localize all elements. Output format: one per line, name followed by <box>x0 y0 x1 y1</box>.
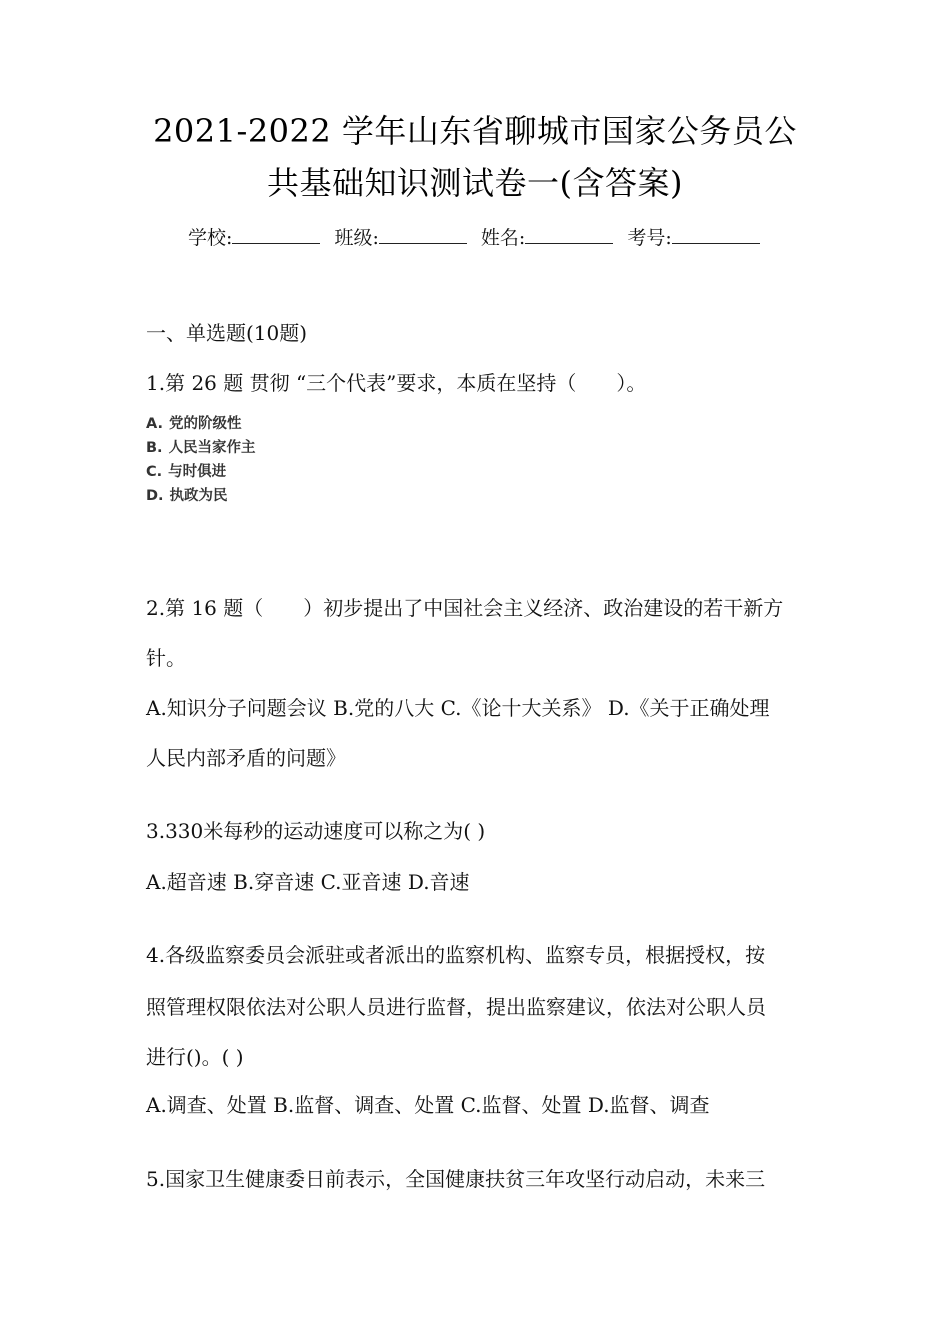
option-text: 人民当家作主 <box>168 440 256 456</box>
question-2-options-line-2: 人民内部矛盾的问题》 <box>146 746 346 770</box>
option-letter: B. <box>146 440 163 456</box>
school-blank <box>232 225 320 244</box>
question-1-option-c <box>146 461 226 483</box>
name-label: 姓名: <box>480 227 526 249</box>
section-heading: 一、单选题(10题) <box>146 321 308 345</box>
question-1-option-d <box>146 485 228 507</box>
question-1-option-b <box>146 437 256 459</box>
question-4-stem-line-2: 照管理权限依法对公职人员进行监督，提出监察建议，依法对公职人员 <box>146 995 766 1019</box>
question-3-options: A.超音速 B.穿音速 C.亚音速 D.音速 <box>146 870 470 894</box>
class-blank <box>379 225 467 244</box>
option-letter: C. <box>146 464 163 480</box>
question-1-stem: 1.第 26 题 贯彻 “三个代表”要求，本质在坚持（ ）。 <box>146 371 647 395</box>
option-text: 执政为民 <box>169 488 228 504</box>
question-4-stem-line-1: 4.各级监察委员会派驻或者派出的监察机构、监察专员，根据授权，按 <box>146 943 766 967</box>
class-label: 班级: <box>334 227 379 249</box>
question-2-options-line-1: A.知识分子问题会议 B.党的八大 C.《论十大关系》 D.《关于正确处理 <box>146 696 770 720</box>
option-letter: A. <box>146 416 163 432</box>
question-3-stem: 3.330米每秒的运动速度可以称之为( ) <box>146 819 486 843</box>
student-info-row <box>188 224 768 252</box>
question-4-options: A.调查、处置 B.监督、调查、处置 C.监督、处置 D.监督、调查 <box>146 1093 710 1117</box>
question-4-stem-line-3: 进行()。( ) <box>146 1045 244 1069</box>
document-title-line-2: 共基础知识测试卷一(含答案) <box>267 164 683 202</box>
exam-number-blank <box>672 225 760 244</box>
option-text: 与时俱进 <box>168 464 227 480</box>
question-2-stem-line-1: 2.第 16 题（ ）初步提出了中国社会主义经济、政治建设的若干新方 <box>146 596 784 620</box>
exam-number-label: 考号: <box>627 227 672 249</box>
school-label: 学校: <box>188 227 233 249</box>
question-1-option-a <box>146 413 242 435</box>
option-text: 党的阶级性 <box>169 416 242 432</box>
name-blank <box>525 225 613 244</box>
option-letter: D. <box>146 488 164 504</box>
question-5-stem-line-1: 5.国家卫生健康委日前表示，全国健康扶贫三年攻坚行动启动，未来三 <box>146 1167 766 1191</box>
question-2-stem-line-2: 针。 <box>146 646 186 670</box>
document-title-line-1: 2021-2022 学年山东省聊城市国家公务员公 <box>153 112 797 150</box>
